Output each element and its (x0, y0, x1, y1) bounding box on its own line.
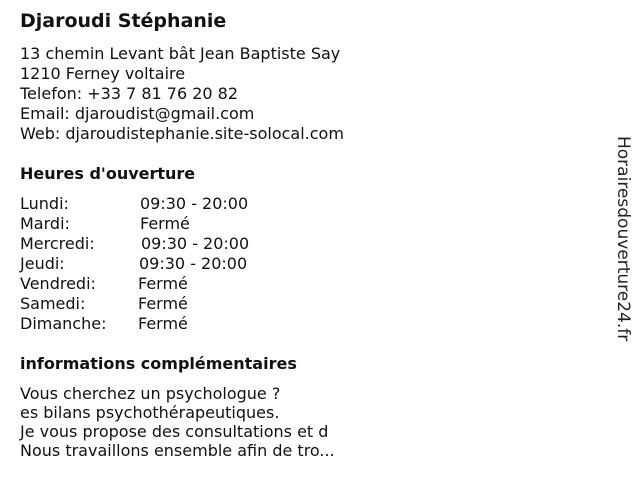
phone-line: Telefon: +33 7 81 76 20 82 (20, 84, 239, 103)
description-line: Vous cherchez un psychologue ? (20, 384, 281, 403)
site-watermark: Horairesdouverture24.fr (613, 136, 633, 342)
business-name: Djaroudi Stéphanie (20, 10, 227, 32)
opening-hours-heading: Heures d'ouverture (20, 164, 196, 183)
day-label: Mardi: (20, 214, 70, 233)
description-line: es bilans psychothérapeutiques. (20, 403, 280, 422)
address-line-street: 13 chemin Levant bât Jean Baptiste Say (20, 44, 341, 63)
day-label: Samedi: (20, 294, 86, 313)
day-label: Vendredi: (20, 274, 96, 293)
day-label: Jeudi: (20, 254, 65, 273)
day-hours: Fermé (138, 294, 188, 313)
description-line: Je vous propose des consultations et d (20, 422, 329, 441)
web-line: Web: djaroudistephanie.site-solocal.com (20, 124, 344, 143)
day-label: Lundi: (20, 194, 69, 213)
address-line-city: 1210 Ferney voltaire (20, 64, 186, 83)
additional-info-heading: informations complémentaires (20, 354, 297, 373)
day-hours: Fermé (140, 214, 190, 233)
description-line: Nous travaillons ensemble afin de tro... (20, 441, 335, 460)
day-label: Dimanche: (20, 314, 107, 333)
day-hours: 09:30 - 20:00 (139, 254, 248, 273)
email-line: Email: djaroudist@gmail.com (20, 104, 255, 123)
day-hours: Fermé (138, 274, 188, 293)
day-hours: Fermé (138, 314, 188, 333)
additional-info-text (20, 384, 335, 460)
day-label: Mercredi: (20, 234, 95, 253)
day-hours: 09:30 - 20:00 (140, 194, 249, 213)
contact-block (20, 44, 344, 144)
day-hours: 09:30 - 20:00 (141, 234, 250, 253)
